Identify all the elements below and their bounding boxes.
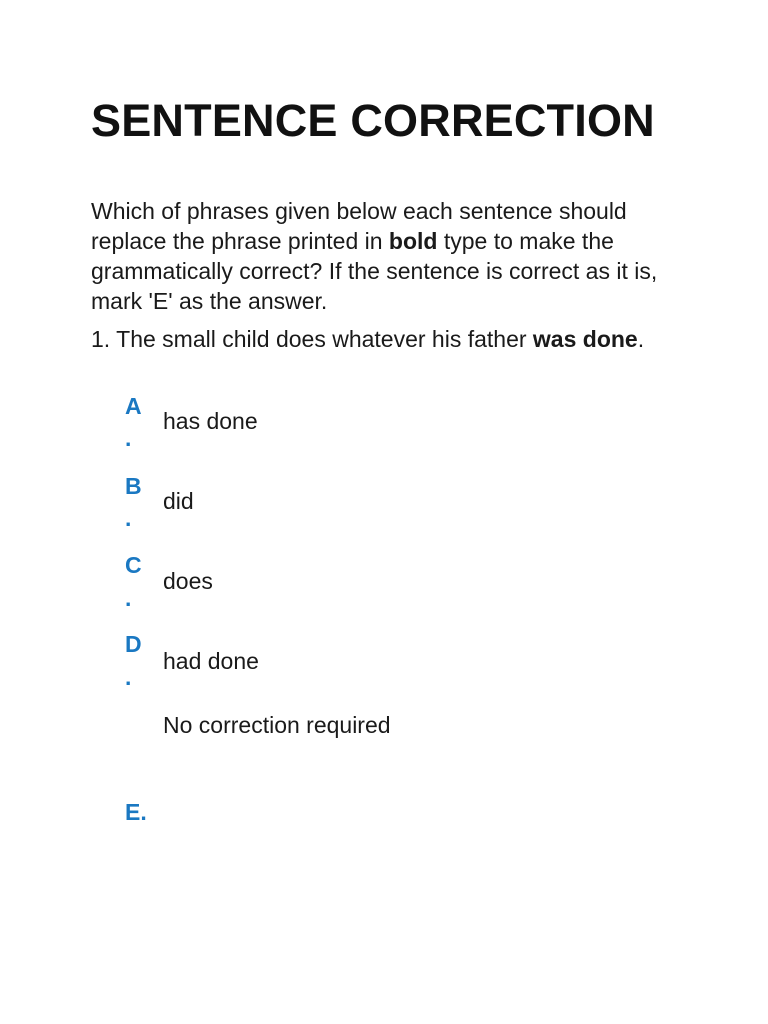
question-1 — [91, 325, 678, 354]
question-end: . — [637, 326, 645, 352]
instructions-text-1: Which of phrases given below each sentence should replace the phrase printed in — [91, 198, 627, 254]
question-bold-phrase: was done — [532, 326, 638, 352]
option-e-text[interactable]: No correction required — [163, 712, 391, 738]
option-b-text[interactable]: did — [163, 488, 194, 514]
option-b-dot: . — [125, 505, 132, 531]
option-b-letter[interactable]: B — [125, 473, 142, 499]
instructions-paragraph — [91, 196, 691, 316]
option-a-letter[interactable]: A — [125, 393, 142, 419]
option-d-text[interactable]: had done — [163, 648, 259, 674]
option-c-dot: . — [125, 585, 132, 611]
option-d-dot: . — [125, 664, 132, 690]
option-a-dot: . — [125, 425, 132, 451]
page-title: SENTENCE CORRECTION — [91, 95, 655, 146]
option-a-text[interactable]: has done — [163, 408, 258, 434]
question-number: 1. — [91, 326, 111, 352]
instructions-text-2: type to make the grammatically correct? If the sentence is correct as it is, mark 'E' as the answer. — [91, 228, 658, 314]
option-c-text[interactable]: does — [163, 568, 213, 594]
question-text: The small child does whatever his father — [110, 326, 533, 352]
option-d-letter[interactable]: D — [125, 631, 142, 657]
instructions-bold-word: bold — [388, 228, 438, 254]
option-e-letter[interactable]: E. — [125, 799, 147, 825]
option-c-letter[interactable]: C — [125, 552, 142, 578]
